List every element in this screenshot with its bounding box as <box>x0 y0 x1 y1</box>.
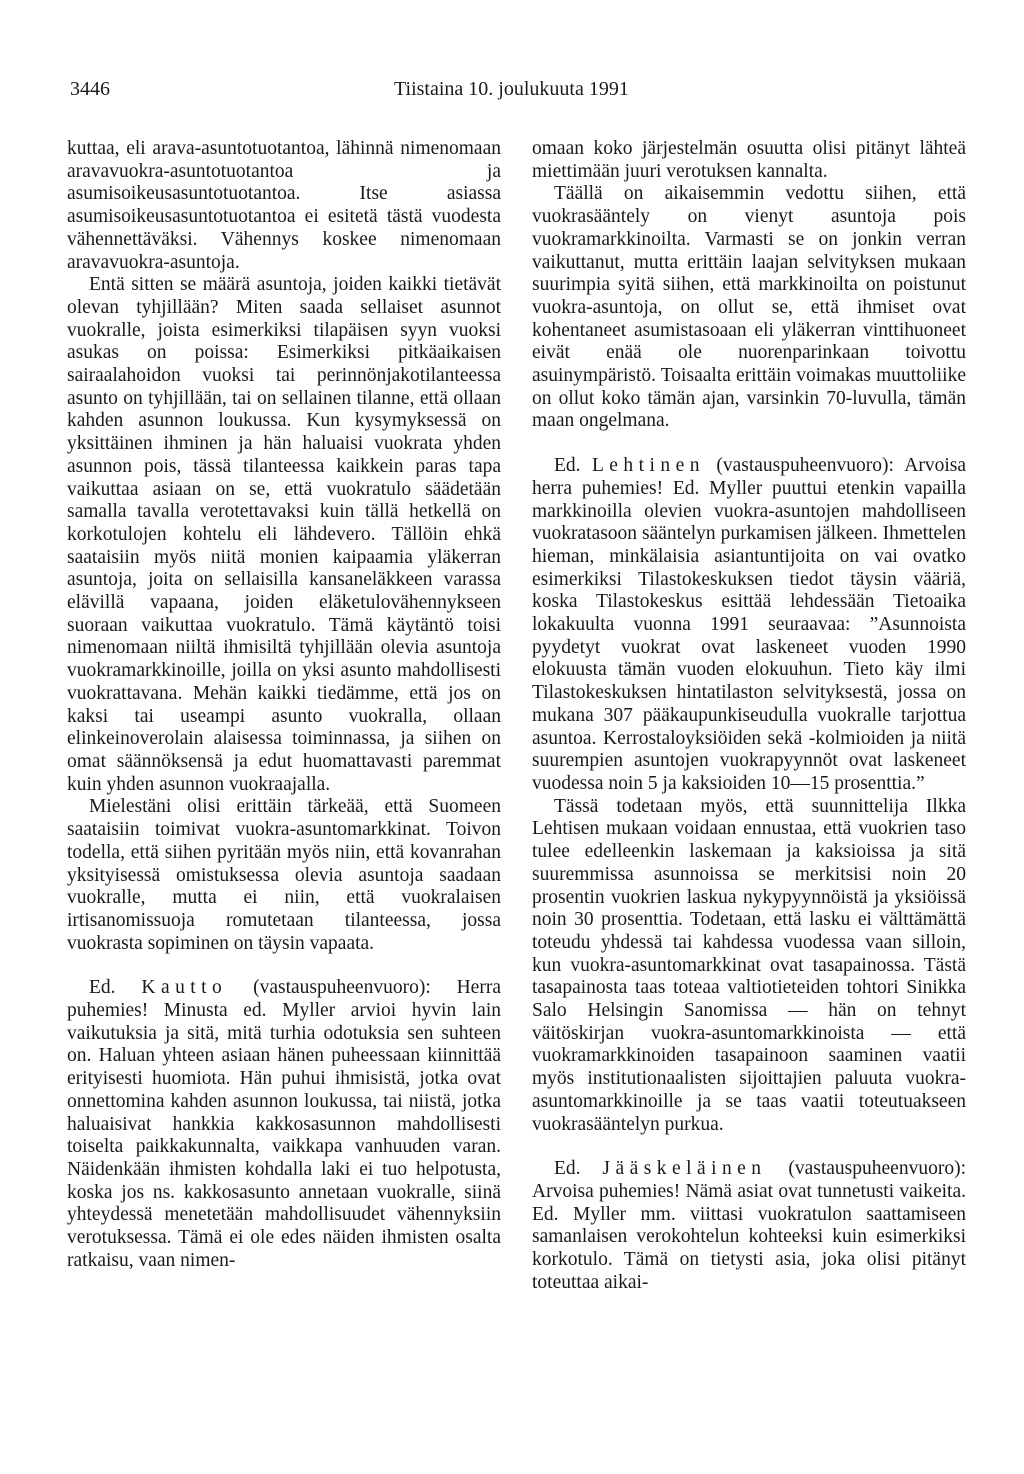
speech-text: (vastauspuheenvuoro): Herra puhemies! Minusta ed. Myller arvioi hyvin lain vaikutuksia ja sitä, mitä turhia odotuksia sen suhteen on. Haluan yhteen asiaan hänen puheessaan kiinnittää erityisesti huomiota. Hän puhui ihmisistä, jotka ovat onnettomina kahden asunnon loukussa, tai niistä, jotka haluaisivat hankkia kakkosasunnon mahdollisesti toiselta paikkakunnalta, vaikkapa vanhuuden varan. Näidenkään ihmisten kohdalla laki ei tuo helpotusta, koska jos ns. kakkosasunto annetaan vuokralle, siinä yhteydessä menetetään mahdollisuudet vähennyksiin verotuksessa. Tämä ei ole edes näiden ihmisten osalta ratkaisu, vaan nimen- <box>67 977 501 1271</box>
speech-text: (vastauspuheenvuoro): Arvoisa puhemies! Nämä asiat ovat tunnetusti vaikeita. Ed. Myller mm. viittasi vuokratulon saattamiseen samanlaisen verokohtelun kohteeksi kuin esimerkiksi korkotulo. Tämä on tietysti asia, joka olisi pitänyt toteuttaa aikai- <box>532 1158 966 1293</box>
paragraph: Entä sitten se määrä asuntoja, joiden kaikki tietävät olevan tyhjillään? Miten saada sellaiset asunnot vuokralle, joista esimerkiksi tilapäisen syyn vuoksi asukas on poissa: Esimerkiksi pitkäaikaisen sairaalahoidon vuoksi tai perinnönjakotilanteessa asunto on tyhjillään, tai on sellainen tilanne, että ollaan kahden asunnon loukussa. Kun kysymyksessä on yksittäinen ihminen ja hän haluaisi vuokrata yhden asunnon pois, tässä tilanteessa kaikkein paras tapa vaikuttaa asiaan on se, että vuokratulo säädetään samalla tavalla verotettavaksi kuin tällä hetkellä on korkotulojen kohtelu eli lähdevero. Tällöin ehkä saataisiin myös niitä monien kaipaamia yläkerran asuntoja, joita on sellaisilla kansaneläkkeen varassa elävillä vapaana, joiden eläketulovähennykseen suoraan vaikuttaa vuokratulo. Tämä käytäntö toisi nimenomaan niiltä ihmisiltä tyhjillään olevia asuntoja vuokramarkkinoille, joilla on yksi asunto mahdollisesti vuokrattavana. Mehän kaikki tiedämme, että jos on kaksi tai useampi asunto vuokralla, ollaan elinkeinoverolain alaisessa toiminnassa, ja siihen on omat säännöksensä ja edut huomattavasti paremmat kuin yhden asunnon vuokraajalla. <box>67 274 501 795</box>
speaker-prefix: Ed. <box>554 455 592 477</box>
speech-text: (vastauspuheenvuoro): Arvoisa herra puhemies! Ed. Myller puuttui etenkin vapailla markkinoilla olevien vuokra-asuntojen mahdolliseen vuokratasoon sääntelyn purkamisen jälkeen. Ihmettelen hieman, minkälaisia asiantuntijoita on vai ovatko esimerkiksi Tilastokeskuksen tiedot täysin vääriä, koska Tilastokeskus esittää lehdessään Tietoaika lokakuulta vuonna 1991 seuraavaa: ”Asunnoista pyydetyt vuokrat ovat laskeneet vuoden 1990 elokuusta tämän vuoden elokuuhun. Tieto käy ilmi Tilastokeskuksen hintatilaston selvityksestä, jossa on mukana 307 pääkaupunkiseudulla vuokralle tarjottua asuntoa. Kerrostaloyksiöiden sekä -kolmioiden ja niitä suurempien asuntojen vuokrapyynnöt ovat laskeneet vuodessa noin 5 ja kaksioiden 10—15 prosenttia.” <box>532 455 966 794</box>
page-header <box>70 78 950 108</box>
page-number: 3446 <box>70 78 110 100</box>
paragraph: Tässä todetaan myös, että suunnittelija Ilkka Lehtisen mukaan voidaan ennustaa, että vuokrien taso tulee edelleenkin laskemaan ja kaksioissa ja sitä suuremmissa asunnoissa se merkitsisi noin 20 prosentin vuokrien laskua nykypyynnöistä ja yksiöissä noin 30 prosenttia. Todetaan, että lasku ei välttämättä toteudu yhdessä tai kahdessa vuodessa vaan silloin, kun vuokra-asuntomarkkinat ovat tasapainossa. Tästä tasapainosta taas toteaa valtiotieteiden tohtori Sinikka Salo Helsingin Sanomissa — hän on tehnyt väitöskirjan vuokra-asuntomarkkinoista — että vuokramarkkinoiden tasapainoon saaminen vaatii myös institutionaalisten sijoittajien paluuta vuokra-asuntomarkkinoille ja se taas vaatii toteutuakseen vuokrasääntelyn purkua. <box>532 795 966 1135</box>
speech-jaaskelainen <box>532 1158 966 1294</box>
paragraph: kuttaa, eli arava-asuntotuotantoa, lähinnä nimenomaan aravavuokra-asuntotuotantoa ja asumisoikeusasuntotuotantoa. Itse asiassa asumisoikeusasuntotuotantoa ei esitetä tästä vuodesta vähennettäväksi. Vähennys koskee nimenomaan aravavuokra-asuntoja. <box>67 138 501 273</box>
left-column <box>67 138 501 1272</box>
paragraph: omaan koko järjestelmän osuutta olisi pitänyt lähteä miettimään juuri verotuksen kannalta. <box>532 138 966 182</box>
speaker-name: Lehtinen <box>591 455 705 477</box>
speaker-name: Jääskeläinen <box>602 1158 767 1180</box>
right-column <box>532 138 966 1294</box>
paragraph: Mielestäni olisi erittäin tärkeää, että Suomeen saataisiin toimivat vuokra-asuntomarkkinat. Toivon todella, että siihen pyritään myös niin, että kovanrahan yksityisessä omistuksessa olevia asuntoja saadaan vuokralle, mutta ei niin, että vuokralaisen irtisanomissuoja romutetaan tilanteessa, jossa vuokrasta sopiminen on täysin vapaata. <box>67 796 501 954</box>
speech-lehtinen <box>532 455 966 796</box>
session-date: Tiistaina 10. joulukuuta 1991 <box>394 78 629 100</box>
speaker-prefix: Ed. <box>554 1158 603 1180</box>
speech-kautto <box>67 977 501 1272</box>
speaker-name: Kautto <box>141 977 228 999</box>
speaker-prefix: Ed. <box>89 977 142 999</box>
paragraph: Täällä on aikaisemmin vedottu siihen, että vuokrasääntely on vienyt asuntoja pois vuokramarkkinoilta. Varmasti se on jonkin verran vaikuttanut, mutta erittäin laajan selvityksen mukaan suurimpia syitä siihen, että markkinoilta on poistunut vuokra-asuntoja, on ollut se, että ihmiset ovat kohentaneet asumistasoaan eli yläkerran vinttihuoneet eivät enää ole nuorenparinkaan toivottu asuinympäristö. Toisaalta erittäin voimakas muuttoliike on ollut koko tämän ajan, varsinkin 70-luvulla, tämän maan ongelmana. <box>532 183 966 432</box>
